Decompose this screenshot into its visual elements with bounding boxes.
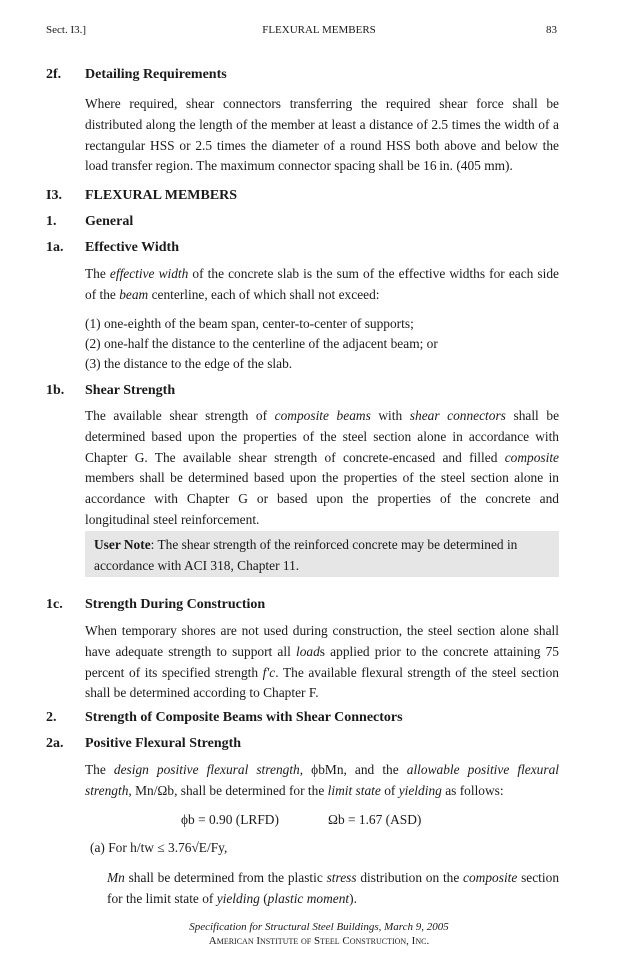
paragraph: Mn shall be determined from the plastic stress distribution on the composite section for the limit state of yielding (plastic moment). [107,870,560,906]
section-number: 1. [46,214,57,229]
paragraph: When temporary shores are not used during construction, the steel section alone shall have adequate strength to support all loads applied prior to the concrete attaining 75 percent of its specified strength f′c. The available flexural strength of the steel section shall be determined according to Chapter F. [85,623,560,701]
section-heading: Positive Flexural Strength [85,736,242,751]
section-heading: Effective Width [85,240,179,255]
section-number: 2. [46,710,57,725]
section-number: 1a. [46,240,64,255]
section-number: 1c. [46,597,63,612]
user-note-label: User Note [94,537,151,552]
list-item: (2) one-half the distance to the centerline of the adjacent beam; or [85,336,438,352]
paragraph: The design positive flexural strength, ϕbMn, and the allowable positive flexural strength, Mn/Ωb, shall be determined for the limit state of yielding as follows: [85,762,559,798]
paragraph: The available shear strength of composite beams with shear connectors shall be determined based upon the properties of the steel section alone in accordance with Chapter G. The available shear strength of concrete-encased and filled composite members shall be determined based upon the properties of the steel section alone in accordance with Chapter G or based upon the properties of the concrete and longitudinal steel reinforcement. [85,408,560,527]
section-heading: Detailing Requirements [85,67,227,82]
section-number: 1b. [46,383,65,398]
page-number: 83 [546,24,557,36]
paragraph: Where required, shear connectors transferring the required shear force shall be distributed along the length of the member at least a distance of 2.5 times the width of a rectangular HSS or 2.5 times the diameter of a round HSS both above and below the load transfer region. The maximum connector spacing shall be 16 in. (405 mm). [85,96,559,174]
section-heading: Shear Strength [85,383,176,398]
section-heading: General [85,214,134,229]
equation-asd: Ωb = 1.67 (ASD) [328,812,422,827]
list-item: (3) the distance to the edge of the slab. [85,356,293,372]
section-heading: Strength of Composite Beams with Shear Connectors [85,710,403,725]
numbered-list [85,314,438,375]
user-note-text: User Note: The shear strength of the reinforced concrete may be determined in accordance with ACI 318, Chapter 11. [94,537,518,573]
footer-publisher: American Institute of Steel Construction, Inc. [208,935,430,947]
section-number: 2f. [46,67,62,82]
user-note-box [85,531,559,577]
paragraph: The effective width of the concrete slab is the sum of the effective widths for each side of the beam centerline, each of which shall not exceed: [85,266,560,302]
section-heading: Strength During Construction [85,597,266,612]
section-number: I3. [46,188,62,203]
equation-lrfd: ϕb = 0.90 (LRFD) [181,812,279,827]
section-number: 2a. [46,736,64,751]
running-header-section: Sect. I3.] [46,24,87,36]
running-header-title: FLEXURAL MEMBERS [262,24,376,36]
condition-clause: (a) For h/tw ≤ 3.76√E/Fy, [90,840,228,855]
list-item: (1) one-eighth of the beam span, center-to-center of supports; [85,316,414,331]
footer-spec-title: Specification for Structural Steel Buildings, March 9, 2005 [189,921,449,933]
chapter-section-heading: FLEXURAL MEMBERS [85,188,238,203]
